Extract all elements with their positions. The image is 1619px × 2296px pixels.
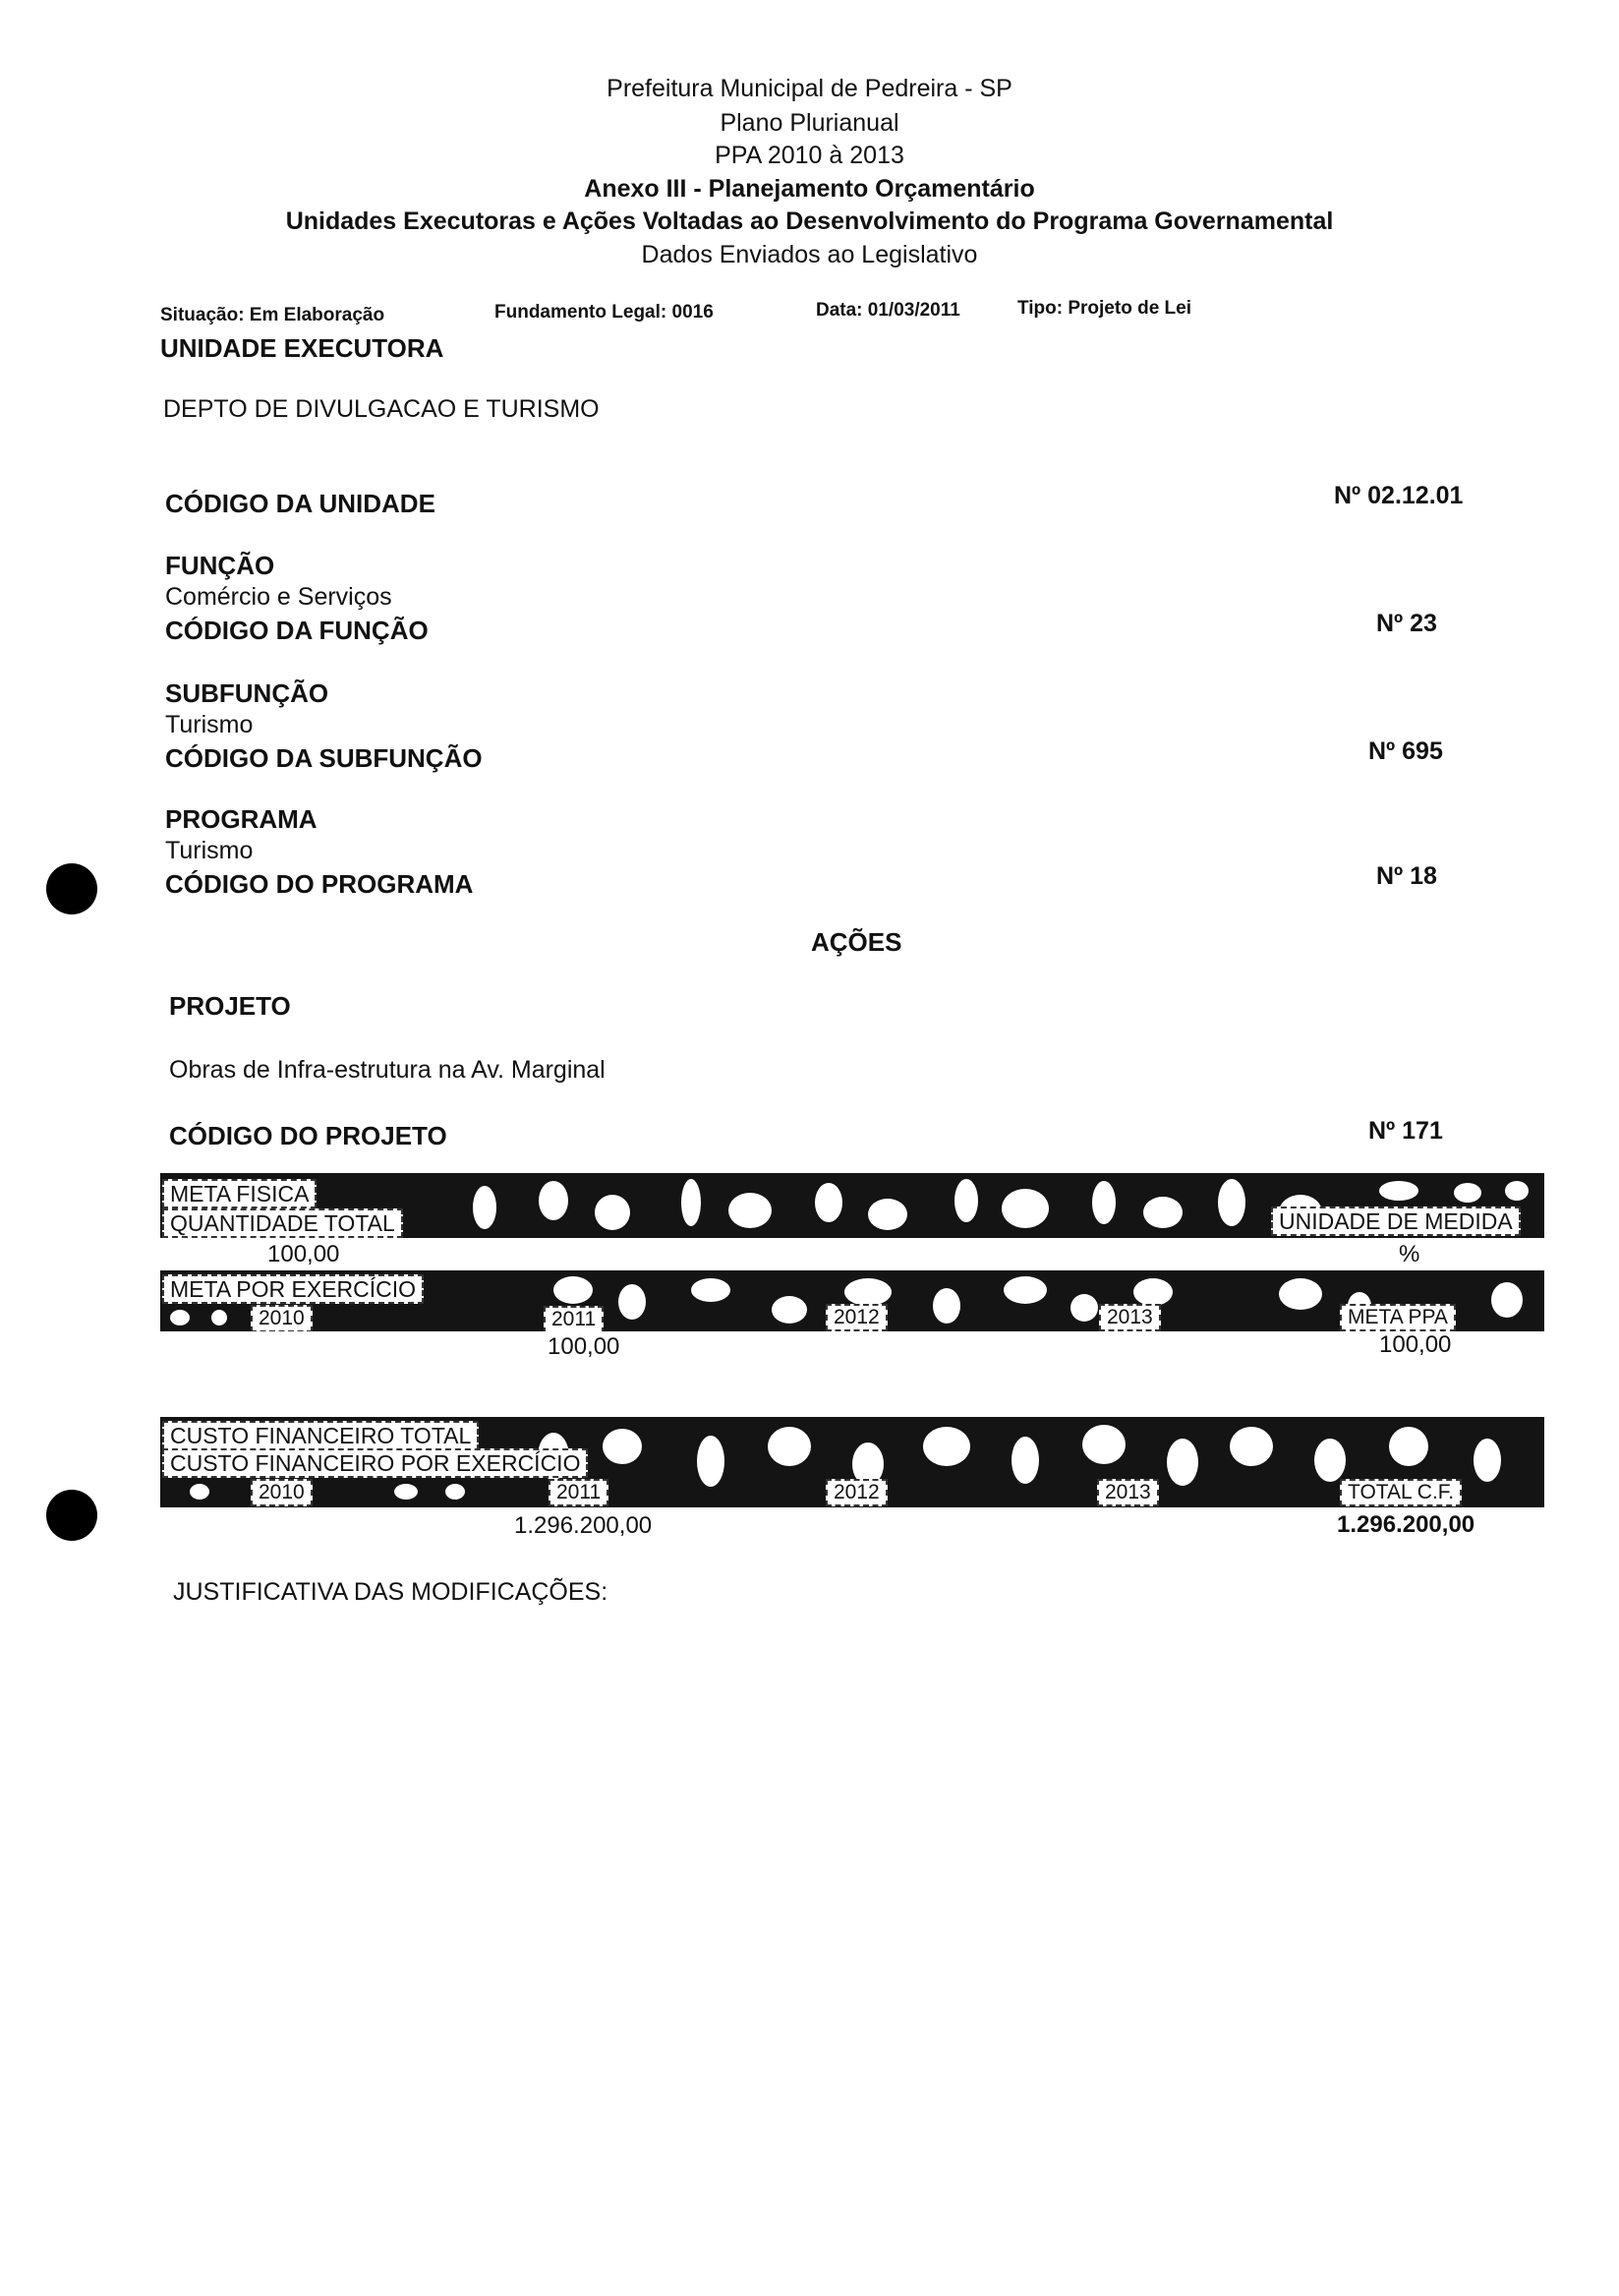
programa-code-label: CÓDIGO DO PROGRAMA bbox=[165, 869, 474, 899]
programa-heading: PROGRAMA bbox=[165, 804, 318, 834]
subfuncao-code-label: CÓDIGO DA SUBFUNÇÃO bbox=[165, 743, 483, 773]
total-cf-label: TOTAL C.F. bbox=[1340, 1479, 1462, 1506]
meta-ppa-label: META PPA bbox=[1340, 1304, 1456, 1331]
programa-name: Turismo bbox=[165, 837, 254, 864]
header-line-plano: Plano Plurianual bbox=[720, 109, 899, 137]
custo-year-2010: 2010 bbox=[251, 1479, 313, 1506]
unidade-medida-label: UNIDADE DE MEDIDA bbox=[1271, 1207, 1521, 1236]
funcao-heading: FUNÇÃO bbox=[165, 551, 275, 580]
projeto-name: Obras de Infra-estrutura na Av. Marginal bbox=[169, 1056, 606, 1084]
funcao-name: Comércio e Serviços bbox=[165, 583, 392, 611]
subfuncao-code: Nº 695 bbox=[1368, 737, 1443, 765]
meta-year-2013: 2013 bbox=[1099, 1304, 1161, 1331]
custo-total-label: CUSTO FINANCEIRO TOTAL bbox=[162, 1421, 479, 1450]
situacao-label: Situação: Em Elaboração bbox=[160, 305, 385, 325]
justificativa-label: JUSTIFICATIVA DAS MODIFICAÇÕES: bbox=[173, 1578, 608, 1606]
meta-fisica-band bbox=[160, 1173, 1544, 1238]
tipo-label: Tipo: Projeto de Lei bbox=[1017, 298, 1191, 319]
custo-year-2011: 2011 bbox=[549, 1479, 608, 1506]
acoes-heading: AÇÕES bbox=[811, 927, 902, 957]
header-line-unidades: Unidades Executoras e Ações Voltadas ao Desenvolvimento do Programa Governamental bbox=[285, 207, 1334, 235]
custo-financeiro-band bbox=[160, 1417, 1544, 1507]
header-line-dados: Dados Enviados ao Legislativo bbox=[641, 241, 978, 268]
projeto-code: Nº 171 bbox=[1368, 1117, 1443, 1145]
custo-year-2012: 2012 bbox=[826, 1479, 888, 1506]
total-cf-value: 1.296.200,00 bbox=[1337, 1511, 1475, 1538]
funcao-code-label: CÓDIGO DA FUNÇÃO bbox=[165, 616, 429, 645]
meta-exercicio-label: META POR EXERCÍCIO bbox=[162, 1274, 424, 1304]
unidade-code-label: CÓDIGO DA UNIDADE bbox=[165, 489, 435, 518]
subfuncao-heading: SUBFUNÇÃO bbox=[165, 678, 329, 708]
quantidade-total-label: QUANTIDADE TOTAL bbox=[162, 1208, 403, 1238]
custo-year-2013: 2013 bbox=[1097, 1479, 1159, 1506]
fundamento-label: Fundamento Legal: 0016 bbox=[494, 302, 714, 323]
subfuncao-name: Turismo bbox=[165, 711, 254, 738]
punch-hole-lower bbox=[46, 1490, 97, 1541]
header-line-ppa: PPA 2010 à 2013 bbox=[715, 142, 904, 169]
unidade-heading: UNIDADE EXECUTORA bbox=[160, 333, 444, 363]
unidade-name: DEPTO DE DIVULGACAO E TURISMO bbox=[163, 395, 600, 423]
quantidade-total-value: 100,00 bbox=[267, 1241, 340, 1267]
custo-2011-value: 1.296.200,00 bbox=[514, 1512, 653, 1539]
programa-code: Nº 18 bbox=[1376, 862, 1437, 890]
unidade-medida-value: % bbox=[1399, 1241, 1420, 1267]
meta-year-2011: 2011 bbox=[544, 1306, 604, 1331]
meta-ppa-value: 100,00 bbox=[1379, 1331, 1452, 1358]
header-line-anexo: Anexo III - Planejamento Orçamentário bbox=[584, 175, 1035, 203]
meta-2011-value: 100,00 bbox=[548, 1333, 620, 1360]
punch-hole-upper bbox=[46, 863, 97, 914]
custo-exercicio-label: CUSTO FINANCEIRO POR EXERCÍCIO bbox=[162, 1448, 588, 1478]
header-line-prefeitura: Prefeitura Municipal de Pedreira - SP bbox=[607, 75, 1012, 102]
meta-fisica-label: META FISICA bbox=[162, 1179, 317, 1208]
projeto-label: PROJETO bbox=[169, 991, 291, 1021]
funcao-code: Nº 23 bbox=[1376, 610, 1437, 637]
projeto-code-label: CÓDIGO DO PROJETO bbox=[169, 1121, 447, 1150]
unidade-code: Nº 02.12.01 bbox=[1334, 482, 1464, 509]
data-label: Data: 01/03/2011 bbox=[816, 300, 960, 321]
meta-year-2012: 2012 bbox=[826, 1304, 888, 1331]
meta-exercicio-band bbox=[160, 1270, 1544, 1331]
meta-year-2010: 2010 bbox=[251, 1305, 313, 1331]
